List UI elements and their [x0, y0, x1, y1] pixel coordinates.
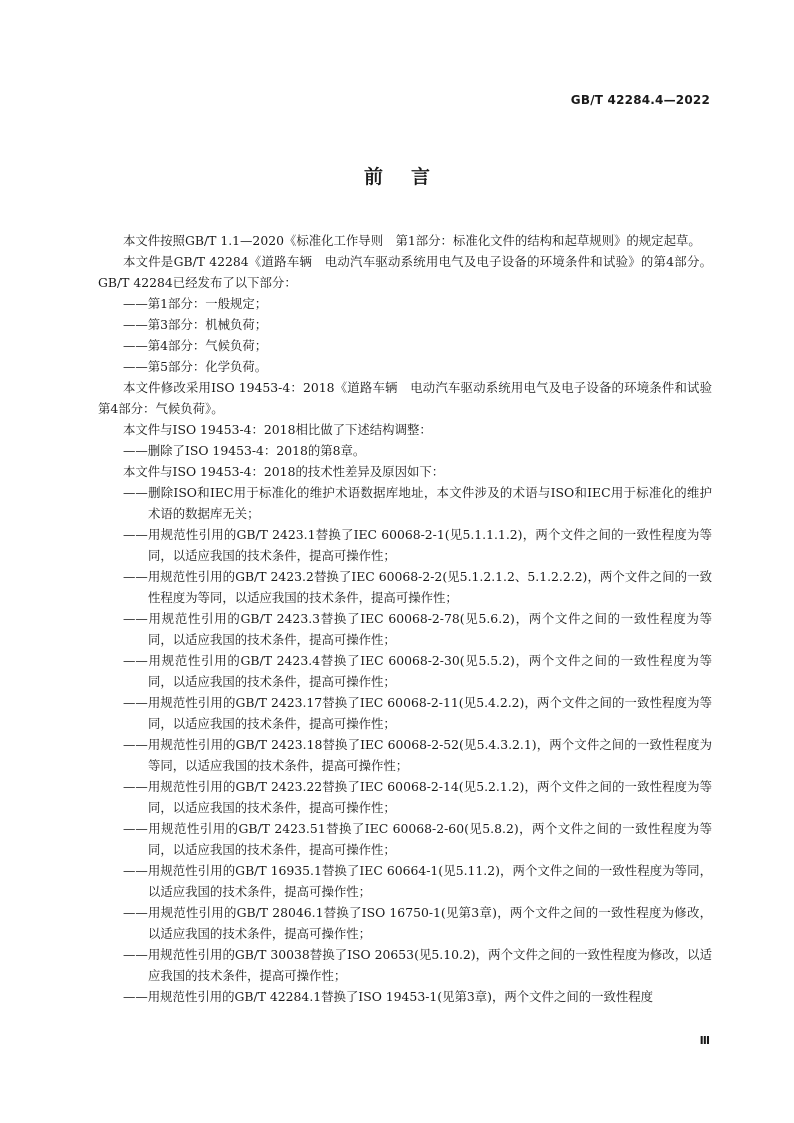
- paragraph-part-statement: 本文件是GB/T 42284《道路车辆 电动汽车驱动系统用电气及电子设备的环境条件和试验》的第4部分。GB/T 42284已经发布了以下部分：: [98, 254, 712, 290]
- list-item-difference: ——用规范性引用的GB/T 30038替换了ISO 20653(见5.10.2)，两个文件之间的一致性程度为修改，以适应我国的技术条件，提高可操作性；: [123, 947, 712, 983]
- list-item-difference: ——用规范性引用的GB/T 2423.51替换了IEC 60068-2-60(见5.8.2)，两个文件之间的一致性程度为等同，以适应我国的技术条件，提高可操作性；: [123, 821, 712, 857]
- list-item-difference: ——用规范性引用的GB/T 2423.18替换了IEC 60068-2-52(见5.4.3.2.1)，两个文件之间的一致性程度为等同，以适应我国的技术条件，提高可操作性；: [123, 737, 712, 773]
- list-item-difference: ——用规范性引用的GB/T 42284.1替换了ISO 19453-1(见第3章)，两个文件之间的一致性程度: [123, 989, 654, 1004]
- page-number: Ⅲ: [699, 1034, 710, 1047]
- list-item-structure-change: ——删除了ISO 19453-4：2018的第8章。: [123, 443, 366, 458]
- list-item-difference: ——用规范性引用的GB/T 2423.4替换了IEC 60068-2-30(见5.5.2)，两个文件之间的一致性程度为等同，以适应我国的技术条件，提高可操作性；: [123, 653, 712, 689]
- list-item-difference: ——删除ISO和IEC用于标准化的维护术语数据库地址，本文件涉及的术语与ISO和IEC用于标准化的维护术语的数据库无关；: [123, 485, 712, 521]
- list-item-difference: ——用规范性引用的GB/T 2423.3替换了IEC 60068-2-78(见5.6.2)，两个文件之间的一致性程度为等同，以适应我国的技术条件，提高可操作性；: [123, 611, 712, 647]
- list-item-difference: ——用规范性引用的GB/T 16935.1替换了IEC 60664-1(见5.11.2)，两个文件之间的一致性程度为等同，以适应我国的技术条件，提高可操作性；: [123, 863, 712, 899]
- list-item-part-1: ——第1部分：一般规定；: [123, 296, 268, 311]
- list-item-difference: ——用规范性引用的GB/T 2423.2替换了IEC 60068-2-2(见5.1.2.1.2、5.1.2.2.2)，两个文件之间的一致性程度为等同，以适应我国的技术条件，提高可操作性；: [123, 569, 712, 605]
- paragraph-structure-changes: 本文件与ISO 19453-4：2018相比做了下述结构调整：: [123, 422, 432, 437]
- paragraph-drafting-rules: 本文件按照GB/T 1.1—2020《标准化工作导则 第1部分：标准化文件的结构和起草规则》的规定起草。: [123, 233, 701, 248]
- list-item-part-3: ——第3部分：机械负荷；: [123, 317, 268, 332]
- list-item-part-4: ——第4部分：气候负荷；: [123, 338, 268, 353]
- list-item-difference: ——用规范性引用的GB/T 2423.17替换了IEC 60068-2-11(见5.4.2.2)，两个文件之间的一致性程度为等同，以适应我国的技术条件，提高可操作性；: [123, 695, 712, 731]
- list-item-difference: ——用规范性引用的GB/T 2423.22替换了IEC 60068-2-14(见5.2.1.2)，两个文件之间的一致性程度为等同，以适应我国的技术条件，提高可操作性；: [123, 779, 712, 815]
- list-item-difference: ——用规范性引用的GB/T 2423.1替换了IEC 60068-2-1(见5.1.1.1.2)，两个文件之间的一致性程度为等同，以适应我国的技术条件，提高可操作性；: [123, 527, 712, 563]
- paragraph-technical-differences: 本文件与ISO 19453-4：2018的技术性差异及原因如下：: [123, 464, 445, 479]
- paragraph-adoption: 本文件修改采用ISO 19453-4：2018《道路车辆 电动汽车驱动系统用电气及电子设备的环境条件和试验 第4部分：气候负荷》。: [98, 380, 725, 416]
- page-title: 前言: [363, 166, 458, 188]
- standard-number: GB/T 42284.4—2022: [570, 93, 710, 107]
- list-item-difference: ——用规范性引用的GB/T 28046.1替换了ISO 16750-1(见第3章)，两个文件之间的一致性程度为修改，以适应我国的技术条件，提高可操作性；: [123, 905, 712, 941]
- list-item-part-5: ——第5部分：化学负荷。: [123, 359, 268, 374]
- preface-body: [98, 230, 725, 1007]
